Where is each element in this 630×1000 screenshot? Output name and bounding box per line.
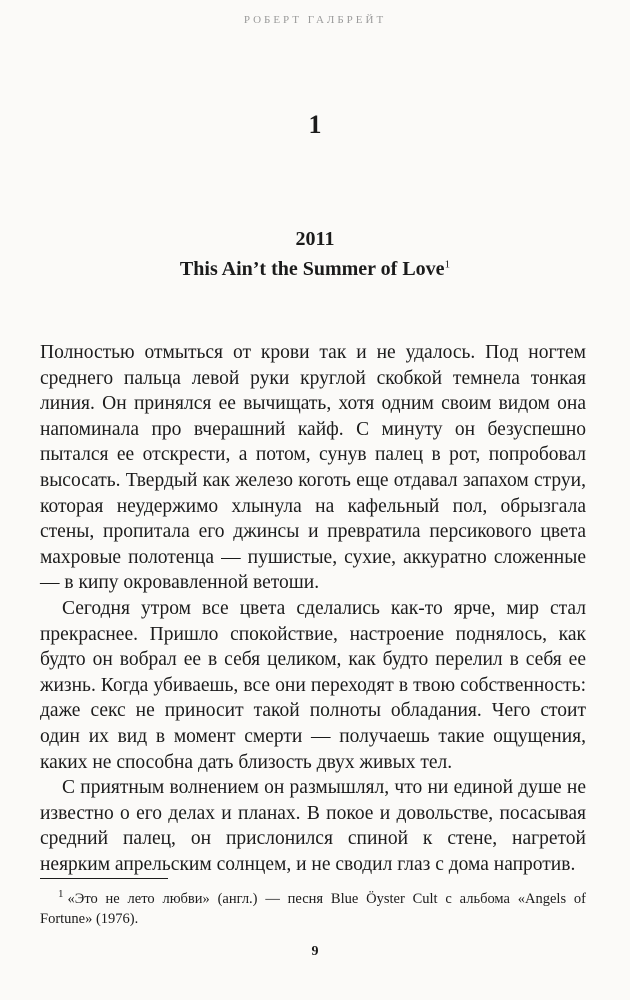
footnote	[40, 884, 586, 929]
page-number: 9	[311, 944, 319, 959]
paragraph: Сегодня утром все цвета сделались как-то ярче, мир стал прекраснее. Пришло спокойствие, настроение поднялось, как будто он вобрал ее в себя целиком, как будто перелил в себя ее жизнь. Когда убиваешь, все они переходят в твою собственность: даже секс не приносит такой полноты обладания. Чего стоит один их вид в момент смерти — получаешь такие ощущения, каких не способна дать близость двух живых тел.	[40, 597, 586, 773]
chapter-subtitle	[0, 258, 630, 281]
chapter-year: 2011	[295, 228, 335, 250]
footnote-divider	[40, 878, 168, 879]
footnote-mark: 1	[444, 258, 451, 271]
running-head: РОБЕРТ ГАЛБРЕЙТ	[243, 14, 387, 26]
footnote-text: «Это не лето любви» (англ.) — песня Blue Öyster Cult с альбома «Angels of Fortune» (1976).	[40, 890, 586, 927]
paragraph: С приятным волнением он размышлял, что ни единой душе не известно о его делах и планах. В покое и довольстве, посасывая средний палец, он прислонился спиной к стене, нагретой неярким апрельским солнцем, и не сводил глаз с дома напротив.	[40, 777, 586, 875]
chapter-number: 1	[308, 110, 322, 139]
body-text	[40, 340, 586, 877]
footnote-number: 1	[58, 888, 64, 900]
chapter-subtitle-text: This Ain’t the Summer of Love	[179, 258, 445, 280]
paragraph: Полностью отмыться от крови так и не удалось. Под ногтем среднего пальца левой руки круглой скобкой темнела тонкая линия. Он принялся ее вычищать, хотя одним своим видом она напоминала про вчерашний кайф. С минуту он безуспешно пытался ее отскрести, а потом, сунув палец в рот, попробовал высосать. Твердый как железо коготь еще отдавал запахом струи, которая неудержимо хлынула на кафельный пол, обрызгала стены, пропитала его джинсы и превратила персикового цвета махровые полотенца — пушистые, сухие, аккуратно сложенные — в кипу окровавленной ветоши.	[40, 342, 586, 594]
